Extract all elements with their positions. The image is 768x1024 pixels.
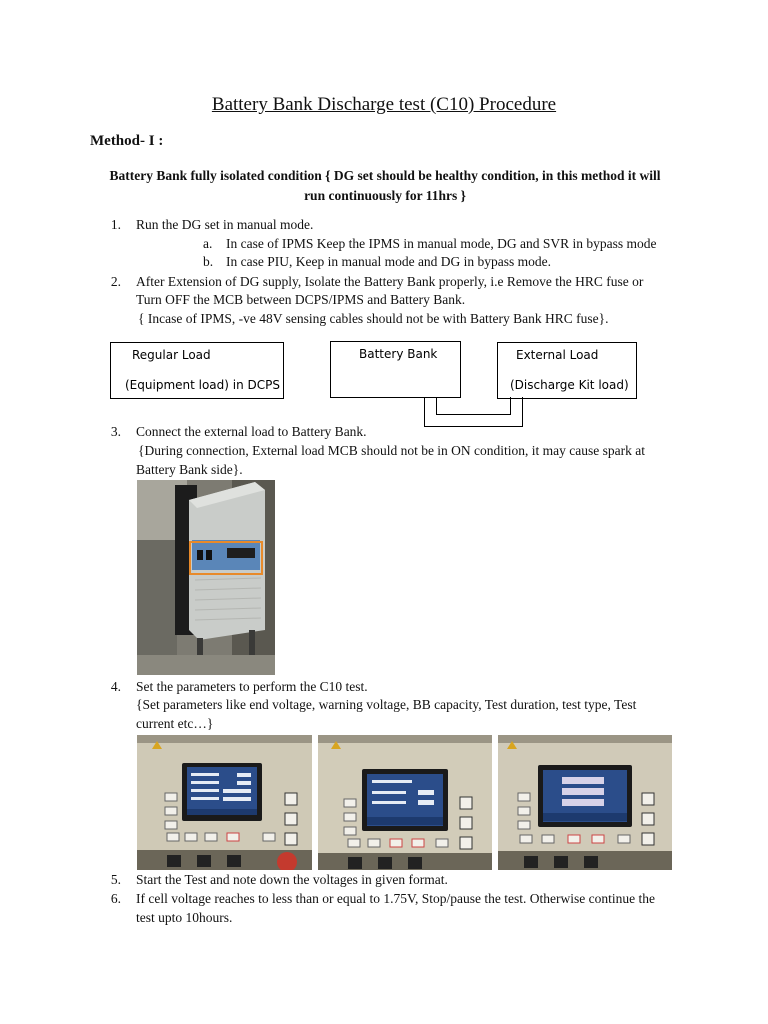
regular-load-label: Regular Load <box>132 348 211 362</box>
step-2-line-3: { Incase of IPMS, -ve 48V sensing cables should not be with Battery Bank HRC fuse}. <box>138 311 609 326</box>
regular-load-sublabel: (Equipment load) in DCPS <box>125 378 281 392</box>
step-2-line-1: After Extension of DG supply, Isolate the Battery Bank properly, i.e Remove the HRC fuse or <box>136 274 644 289</box>
connection-wire-inner <box>436 397 511 415</box>
external-load-box <box>497 342 637 399</box>
step-1-text: Run the DG set in manual mode. <box>136 217 314 232</box>
intro-paragraph <box>95 166 675 206</box>
step-1b-text: In case PIU, Keep in manual mode and DG in bypass mode. <box>226 254 552 269</box>
control-panel-photo-single-mode <box>318 735 492 870</box>
regular-load-box <box>110 342 284 399</box>
external-load-sublabel: (Discharge Kit load) <box>510 378 629 392</box>
control-panel-photo-settings <box>137 735 312 870</box>
step-2-line-2: Turn OFF the MCB between DCPS/IPMS and Battery Bank. <box>136 292 466 307</box>
step-4-line-2: {Set parameters like end voltage, warning voltage, BB capacity, Test duration, test type, Test <box>136 697 637 712</box>
step-1-number: 1. <box>110 217 121 232</box>
step-3-line-2: {During connection, External load MCB should not be in ON condition, it may cause spark at <box>138 443 646 458</box>
step-6-number: 6. <box>110 891 121 906</box>
step-3-number: 3. <box>110 424 121 439</box>
step-5-text: Start the Test and note down the voltages in given format. <box>136 872 448 887</box>
step-5-number: 5. <box>110 872 121 887</box>
battery-bank-label: Battery Bank <box>359 347 438 361</box>
battery-bank-box <box>330 341 461 398</box>
step-6-line-1: If cell voltage reaches to less than or equal to 1.75V, Stop/pause the test. Otherwise continue the <box>136 891 655 906</box>
method-heading: Method- I : <box>90 133 164 149</box>
step-4-line-3: current etc…} <box>136 716 214 731</box>
control-panel-photo-menu <box>498 735 672 870</box>
step-1b-number: b. <box>203 254 214 269</box>
external-load-label: External Load <box>516 348 599 362</box>
intro-line-1: Battery Bank fully isolated condition { DG set should be healthy condition, in this method it will <box>109 168 661 183</box>
step-6-line-2: test upto 10hours. <box>136 910 233 925</box>
step-2-number: 2. <box>110 274 121 289</box>
discharge-kit-photo <box>137 480 275 675</box>
step-1a-text: In case of IPMS Keep the IPMS in manual mode, DG and SVR in bypass mode <box>226 236 657 251</box>
step-3-line-1: Connect the external load to Battery Bank. <box>136 424 367 439</box>
intro-line-2: run continuously for 11hrs } <box>304 188 466 203</box>
page-title: Battery Bank Discharge test (C10) Procedure <box>211 94 557 115</box>
step-4-line-1: Set the parameters to perform the C10 test. <box>136 679 368 694</box>
step-1a-number: a. <box>203 236 213 251</box>
step-3-line-3: Battery Bank side}. <box>136 462 243 477</box>
step-4-number: 4. <box>110 679 121 694</box>
